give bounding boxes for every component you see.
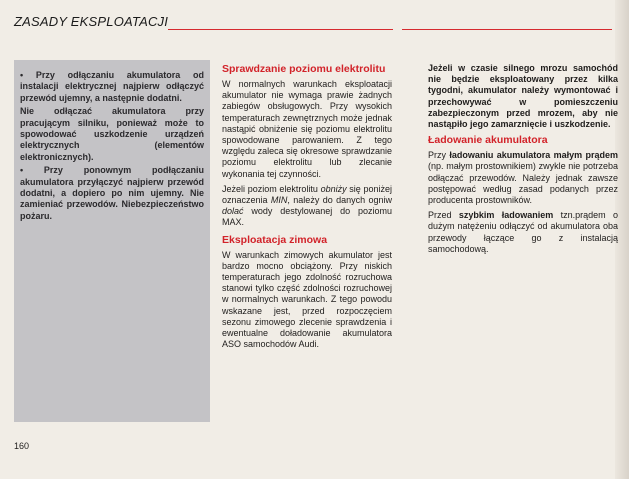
page-section-title: ZASADY EKSPLOATACJI	[14, 14, 169, 29]
electrolyte-paragraph-2: Jeżeli poziom elektrolitu obniży się poniżej oznaczenia MIN, należy do danych ogniw dolać wody destylowanej do poziomu MAX.	[222, 183, 392, 228]
right-column	[428, 63, 618, 259]
heading-winter-operation: Eksploatacja zimowa	[222, 233, 328, 246]
charging-paragraph-1: Przy ładowaniu akumulatora małym prądem (np. małym prostownikiem) zwykle nie potrzeba odłączać przewodów. Należy jednak zawsze postępować według zasad podanych przez producenta prostowników.	[428, 150, 618, 206]
heading-electrolyte-check: Sprawdzanie poziomu elektrolitu	[222, 63, 386, 75]
middle-column	[222, 63, 392, 354]
note-bullet-1: • Przy odłączaniu akumulatora od instalacji elektrycznej najpierw odłączyć przewód ujemny, a następnie dodatni.	[20, 70, 204, 103]
heading-battery-charging: Ładowanie akumulatora	[428, 134, 548, 147]
page-number: 160	[14, 441, 30, 451]
charging-paragraph-2: Przed szybkim ładowaniem tzn.prądem o dużym natężeniu odłączyć od akumulatora oba przewody łączące go z instalacją samochodową.	[428, 210, 619, 254]
frost-paragraph: Jeżeli w czasie silnego mrozu samochód nie będzie eksploatowany przez kilka tygodni, akumulator należy wymontować i przechowywać w pomieszczeniu zabezpieczonym przed mrozem, aby nie nastąpiło jego zamarznięcie i uszkodzenie.	[428, 63, 618, 130]
electrolyte-paragraph-1: W normalnych warunkach eksploatacji akumulator nie wymaga prawie żadnych zabiegów obsługowych. Przy wysokich temperaturach zewnętrznych może jednak nastąpić obniżenie się poziomu elektrolitu spowodowane parowaniem. Z tego względu zaleca się okresowe sprawdzanie poziomu elektrolitu lub zlecanie wykonania tej czynności.	[222, 79, 392, 179]
warning-note-box	[14, 60, 210, 422]
note-paragraph: Nie odłączać akumulatora przy pracującym silniku, ponieważ może to spowodować uszkodzenie urządzeń elektrycznych (elementów elektronicznych).	[20, 106, 204, 162]
header-rule-right	[402, 29, 612, 30]
note-bullet-2: • Przy ponownym podłączaniu akumulatora przyłączyć najpierw przewód dodatni, a dopiero po nim ujemny. Nie zamieniać przewodów. Niebezpieczeństwo pożaru.	[20, 165, 204, 221]
header-rule-left	[168, 29, 393, 30]
winter-paragraph: W warunkach zimowych akumulator jest bardzo mocno obciążony. Przy niskich temperaturach jego zdolność rozruchowa stanowi tylko część zdolności rozruchowej w normalnych warunkach. Z tego powodu wskazane jest, przed rozpoczęciem sezonu zimowego zlecenie sprawdzenia i ewentualne doładowanie akumulatora ASO samochodów Audi.	[222, 249, 392, 350]
